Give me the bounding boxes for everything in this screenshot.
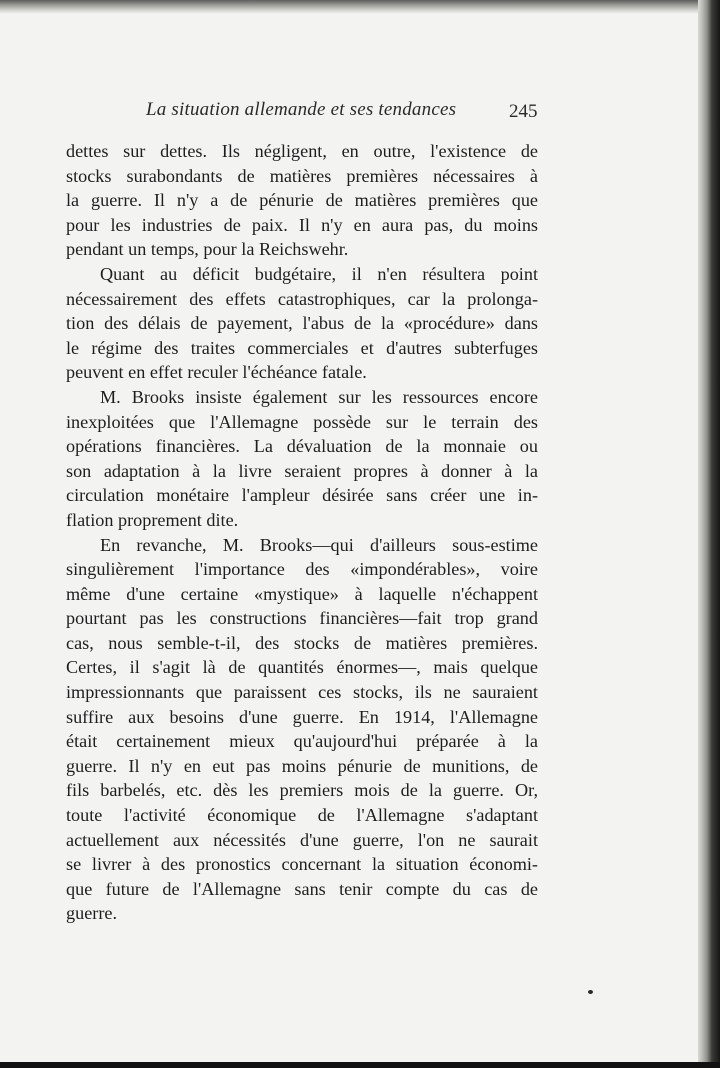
text-line: nécessairement des effets catastrophiques, car la prolonga- [66,288,538,309]
page-number: 245 [509,101,538,122]
running-title: La situation allemande et ses tendances [146,99,457,120]
text-line: actuellement aux nécessités d'une guerre, l'on ne saurait [66,829,538,850]
text-line: singulièrement l'importance des «impondérables», voire [66,559,538,580]
text-line: Quant au déficit budgétaire, il n'en résultera point [100,263,538,284]
text-line: son adaptation à la livre seraient propres à donner à la [66,460,538,481]
text-line: fils barbelés, etc. dès les premiers mois de la guerre. Or, [66,780,538,801]
text-line: guerre. [66,903,117,924]
ink-speck [588,990,593,994]
text-line: le régime des traites commerciales et d'autres subterfuges [66,337,538,358]
text-line: toute l'activité économique de l'Allemagne s'adaptant [66,805,538,826]
text-line: inexploitées que l'Allemagne possède sur le terrain des [66,411,538,432]
text-line: flation proprement dite. [66,509,239,530]
text-line: stocks surabondants de matières premières nécessaires à [66,165,538,186]
page-header [0,99,698,129]
text-line: se livrer à des pronostics concernant la situation économi- [66,854,538,875]
text-line: tion des délais de payement, l'abus de la «procédure» dans [66,313,538,334]
text-line: que future de l'Allemagne sans tenir compte du cas de [66,878,538,899]
body-text [66,139,538,926]
text-line: guerre. Il n'y en eut pas moins pénurie de munitions, de [66,755,538,776]
text-line: pourtant pas les constructions financières—fait trop grand [66,608,538,629]
text-line: impressionnants que paraissent ces stocks, ils ne sauraient [66,682,538,703]
text-line: circulation monétaire l'ampleur désirée sans créer une in- [66,485,538,506]
text-line: la guerre. Il n'y a de pénurie de matières premières que [66,190,538,211]
text-line: était certainement mieux qu'aujourd'hui préparée à la [66,731,538,752]
text-line: dettes sur dettes. Ils négligent, en outre, l'existence de [66,141,538,161]
text-line: opérations financières. La dévaluation de la monnaie ou [66,436,538,457]
page-bottom-edge [0,1062,720,1068]
text-line: En revanche, M. Brooks—qui d'ailleurs sous-estime [100,534,538,555]
text-line: peuvent en effet reculer l'échéance fatale. [66,362,367,383]
text-line: M. Brooks insiste également sur les ressources encore [100,386,538,407]
page-top-shadow [0,0,698,14]
page-right-edge [698,0,720,1068]
text-line: suffire aux besoins d'une guerre. En 1914, l'Allemagne [66,706,538,727]
text-line: Certes, il s'agit là de quantités énormes—, mais quelque [66,657,538,678]
text-line: pour les industries de paix. Il n'y en aura pas, du moins [66,214,538,235]
text-line: même d'une certaine «mystique» à laquelle n'échappent [66,583,538,604]
text-line: cas, nous semble-t-il, des stocks de matières premières. [66,632,538,653]
text-line: pendant un temps, pour la Reichswehr. [66,239,349,260]
